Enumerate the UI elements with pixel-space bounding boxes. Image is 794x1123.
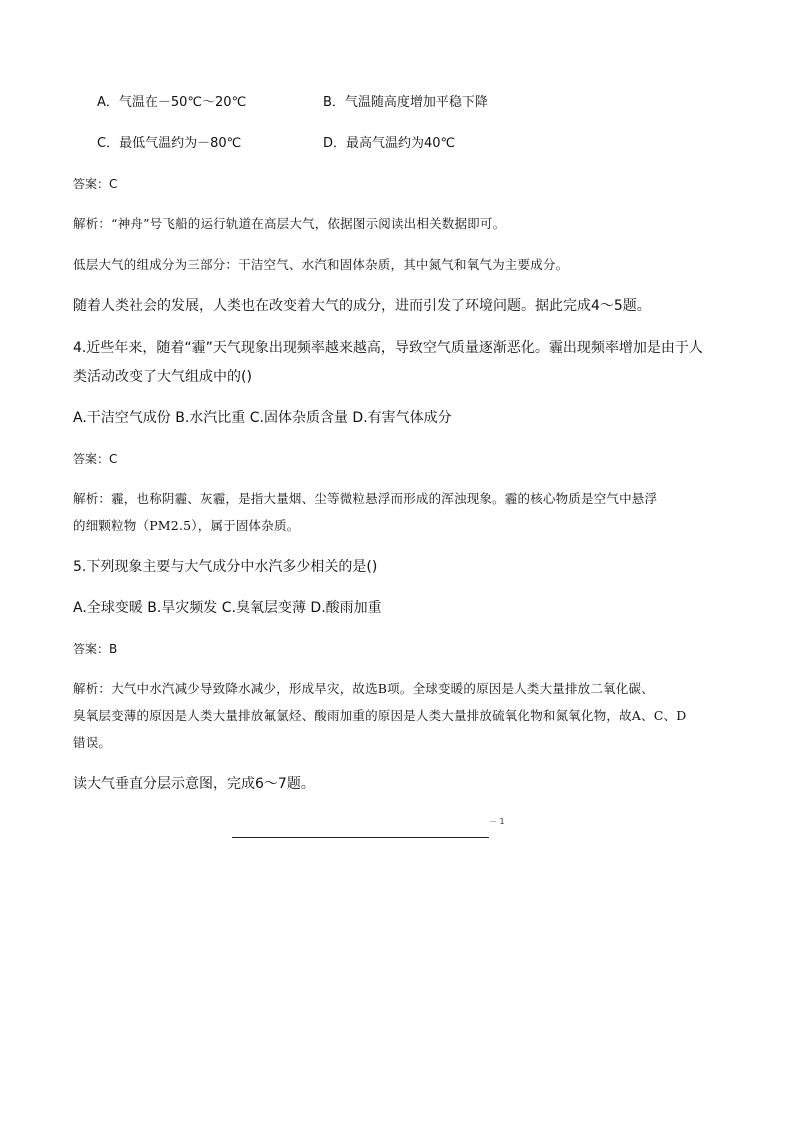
q5-answer: 答案：B — [73, 642, 118, 656]
q4-stem-line-2: 类活动改变了大气组成中的() — [73, 369, 252, 385]
q5-analysis-line-2: 臭氧层变薄的原因是人类大量排放氟氯烃、酸雨加重的原因是人类大量排放硫氧化物和氮氧化物，故A、C、D — [73, 708, 687, 723]
q4-answer: 答案：C — [73, 452, 118, 466]
q3-analysis-line-1: 解析：“神舟”号飞船的运行轨道在高层大气，依据图示阅读出相关数据即可。 — [73, 216, 506, 231]
q3-option-c: C．最低气温约为－80℃ — [97, 136, 242, 151]
q3-option-b: B．气温随高度增加平稳下降 — [323, 95, 488, 110]
q4-stem-line-1: 4.近些年来，随着“霾”天气现象出现频率越来越高，导致空气质量逐渐恶化。霾出现频率增加是由于人 — [73, 340, 703, 356]
q3-analysis-line-2: 低层大气的组成分为三部分：干洁空气、水汽和固体杂质，其中氮气和氧气为主要成分。 — [73, 257, 569, 272]
q4-analysis-line-2: 的细颗粒物（PM2.5），属于固体杂质。 — [73, 518, 300, 533]
q5-analysis-line-3: 错误。 — [73, 735, 112, 750]
q5-analysis-line-1: 解析：大气中水汽减少导致降水减少，形成旱灾，故选B项。全球变暖的原因是人类大量排放二氧化碳、 — [73, 681, 654, 696]
q5-options: A.全球变暖 B.旱灾频发 C.臭氧层变薄 D.酸雨加重 — [73, 600, 382, 616]
q3-answer: 答案：C — [73, 177, 118, 191]
q3-option-a: A．气温在－50℃～20℃ — [97, 95, 247, 110]
figure-top-line — [232, 837, 489, 838]
q4-analysis-line-1: 解析：霾，也称阴霾、灰霾，是指大量烟、尘等微粒悬浮而形成的浑浊现象。霾的核心物质是空气中悬浮 — [73, 491, 658, 506]
q3-option-d: D．最高气温约为40℃ — [323, 136, 456, 151]
figure-corner-mark: － 1 — [489, 817, 505, 826]
q4-options: A.干洁空气成份 B.水汽比重 C.固体杂质含量 D.有害气体成分 — [73, 410, 452, 426]
q5-stem: 5.下列现象主要与大气成分中水汽多少相关的是() — [73, 559, 378, 575]
intro-questions-6-7: 读大气垂直分层示意图，完成6～7题。 — [73, 776, 315, 792]
intro-questions-4-5: 随着人类社会的发展，人类也在改变着大气的成分，进而引发了环境问题。据此完成4～5题。 — [73, 298, 651, 314]
